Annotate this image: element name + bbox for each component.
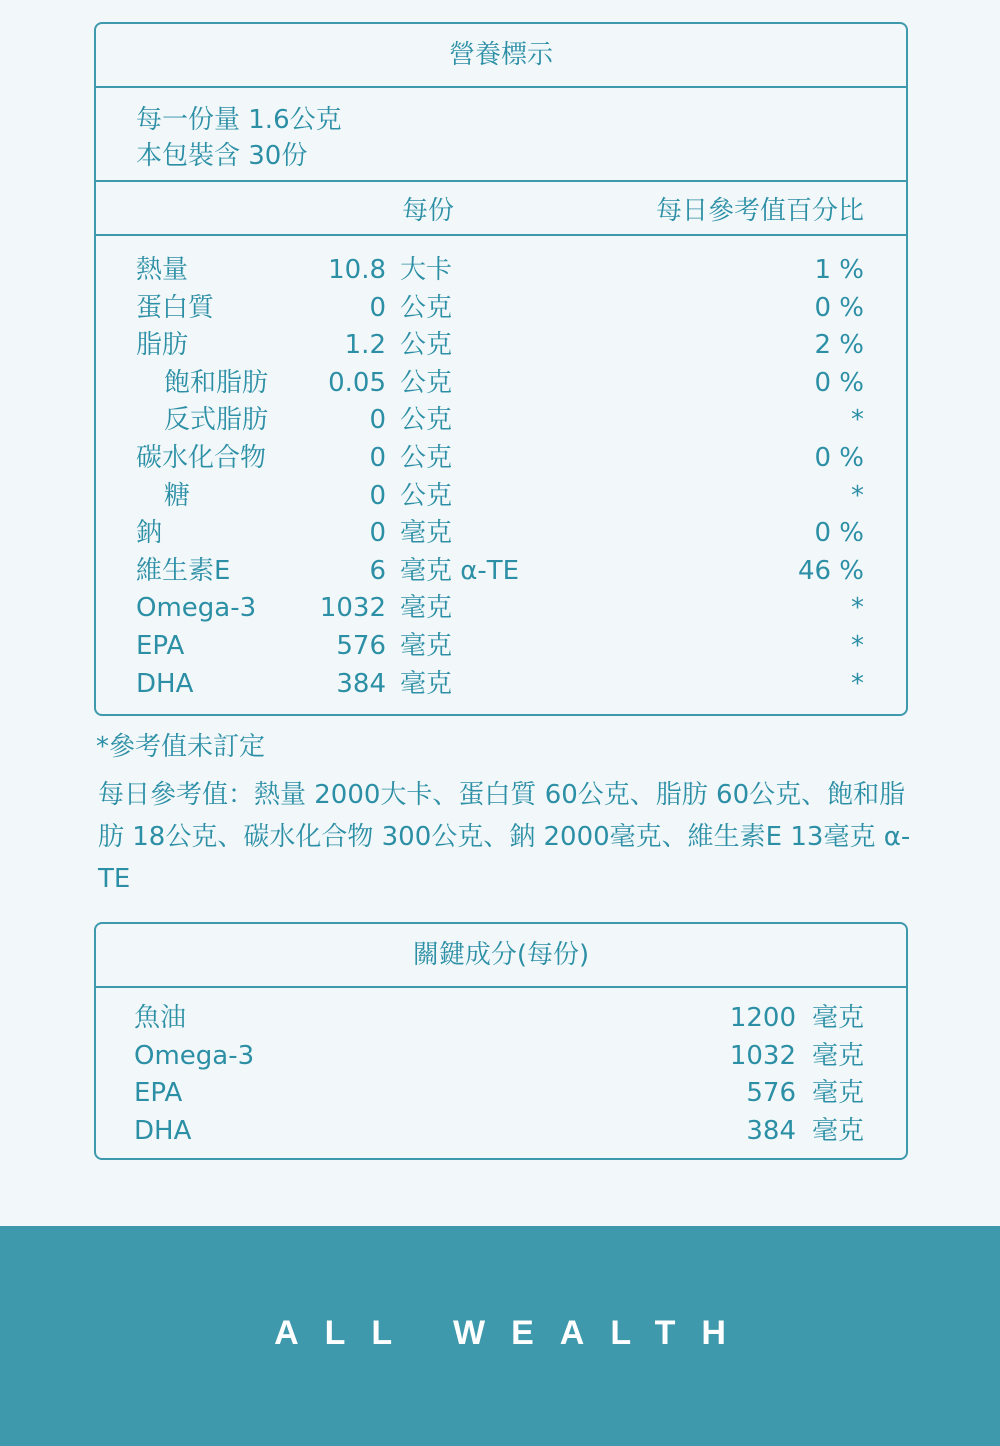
nutrient-dv: * — [851, 668, 864, 699]
nutrient-amount: 0 — [369, 518, 386, 549]
nutrient-name: 飽和脂肪 — [164, 367, 269, 398]
servings-per-pack: 本包裝含 30份 — [136, 141, 308, 171]
nutrition-facts-panel — [94, 22, 908, 716]
nutrient-dv: 1 % — [814, 255, 864, 285]
nutrient-dv: * — [851, 593, 864, 624]
ingredient-amount: 384 — [746, 1115, 796, 1146]
nutrient-unit: 公克 — [400, 292, 453, 323]
nutrient-rows — [96, 236, 906, 703]
nutrient-row — [96, 252, 906, 290]
key-ingredients-title: 關鍵成分(每份) — [96, 924, 906, 988]
ingredient-unit: 毫克 — [811, 1115, 864, 1146]
nutrient-dv: 0 % — [814, 292, 864, 323]
nutrient-unit: 毫克 α-TE — [400, 555, 520, 586]
daily-value-header: 每日參考值百分比 — [655, 196, 864, 226]
key-ingredient-row — [96, 1000, 906, 1038]
nutrient-unit: 公克 — [400, 330, 453, 361]
nutrient-amount: 1032 — [319, 593, 386, 624]
nutrient-name: 維生素E — [136, 555, 231, 586]
nutrient-row — [96, 515, 906, 553]
key-ingredient-row — [96, 1038, 906, 1076]
brand-logo-text: ALL WEALTH — [274, 1314, 752, 1352]
nutrient-unit: 毫克 — [400, 630, 453, 661]
nutrient-row — [96, 327, 906, 365]
nutrient-name: 熱量 — [136, 255, 189, 285]
nutrient-name: 碳水化合物 — [136, 442, 267, 473]
ingredient-name: 魚油 — [134, 1003, 187, 1033]
nutrient-dv: 0 % — [814, 367, 864, 398]
ingredient-name: EPA — [134, 1078, 183, 1109]
nutrient-row — [96, 402, 906, 440]
nutrient-name: 糖 — [164, 480, 191, 511]
daily-reference-note: 每日參考值：熱量 2000大卡、蛋白質 60公克、脂肪 60公克、飽和脂肪 18公克、碳水化合物 300公克、鈉 2000毫克、維生素E 13毫克 α-TE — [98, 780, 911, 894]
ingredient-unit: 毫克 — [811, 1078, 864, 1109]
nutrient-amount: 0 — [369, 480, 386, 511]
nutrient-name: EPA — [136, 630, 185, 661]
nutrient-unit: 公克 — [400, 405, 453, 436]
ingredient-amount: 576 — [746, 1078, 796, 1109]
key-ingredient-rows — [96, 988, 906, 1150]
per-serving-header: 每份 — [402, 196, 455, 226]
nutrient-row — [96, 553, 906, 591]
nutrient-row — [96, 666, 906, 704]
nutrient-dv: * — [851, 630, 864, 661]
reference-not-set-note: *參考值未訂定 — [96, 732, 266, 762]
ingredient-amount: 1200 — [729, 1003, 796, 1033]
nutrient-name: DHA — [136, 668, 194, 699]
nutrient-dv: 0 % — [814, 442, 864, 473]
nutrient-row — [96, 365, 906, 403]
nutrient-unit: 毫克 — [400, 668, 453, 699]
nutrient-dv: 0 % — [814, 518, 864, 549]
nutrient-amount: 0.05 — [328, 367, 386, 398]
key-ingredient-row — [96, 1113, 906, 1151]
serving-size: 每一份量 1.6公克 — [136, 105, 342, 135]
nutrient-dv: * — [851, 480, 864, 511]
nutrient-amount: 10.8 — [328, 255, 386, 285]
ingredient-name: DHA — [134, 1115, 192, 1146]
nutrient-name: 反式脂肪 — [164, 405, 269, 436]
nutrient-unit: 公克 — [400, 367, 453, 398]
nutrient-dv: 2 % — [814, 330, 864, 361]
column-header — [96, 182, 906, 236]
footer-banner — [0, 1226, 1000, 1446]
nutrient-unit: 公克 — [400, 480, 453, 511]
nutrient-name: 蛋白質 — [136, 292, 215, 323]
nutrient-row — [96, 290, 906, 328]
nutrient-unit: 公克 — [400, 442, 453, 473]
nutrient-amount: 6 — [369, 555, 386, 586]
nutrient-name: 脂肪 — [136, 330, 189, 361]
nutrient-amount: 576 — [336, 630, 386, 661]
nutrient-row — [96, 590, 906, 628]
nutrient-name: Omega-3 — [136, 593, 257, 624]
nutrient-amount: 0 — [369, 405, 386, 436]
nutrient-amount: 1.2 — [344, 330, 386, 361]
ingredient-unit: 毫克 — [811, 1003, 864, 1033]
ingredient-unit: 毫克 — [811, 1040, 864, 1071]
nutrient-amount: 384 — [336, 668, 386, 699]
nutrition-title: 營養標示 — [96, 24, 906, 88]
nutrient-row — [96, 440, 906, 478]
key-ingredients-panel — [94, 922, 908, 1160]
nutrient-row — [96, 478, 906, 516]
serving-info — [96, 88, 906, 182]
ingredient-amount: 1032 — [729, 1040, 796, 1071]
nutrient-row — [96, 628, 906, 666]
nutrient-unit: 毫克 — [400, 593, 453, 624]
ingredient-name: Omega-3 — [134, 1040, 255, 1071]
key-ingredient-row — [96, 1075, 906, 1113]
nutrient-dv: * — [851, 405, 864, 436]
nutrient-dv: 46 % — [797, 555, 864, 586]
nutrient-unit: 大卡 — [400, 255, 453, 285]
nutrient-amount: 0 — [369, 442, 386, 473]
nutrient-unit: 毫克 — [400, 518, 453, 549]
nutrient-amount: 0 — [369, 292, 386, 323]
nutrient-name: 鈉 — [136, 518, 163, 549]
